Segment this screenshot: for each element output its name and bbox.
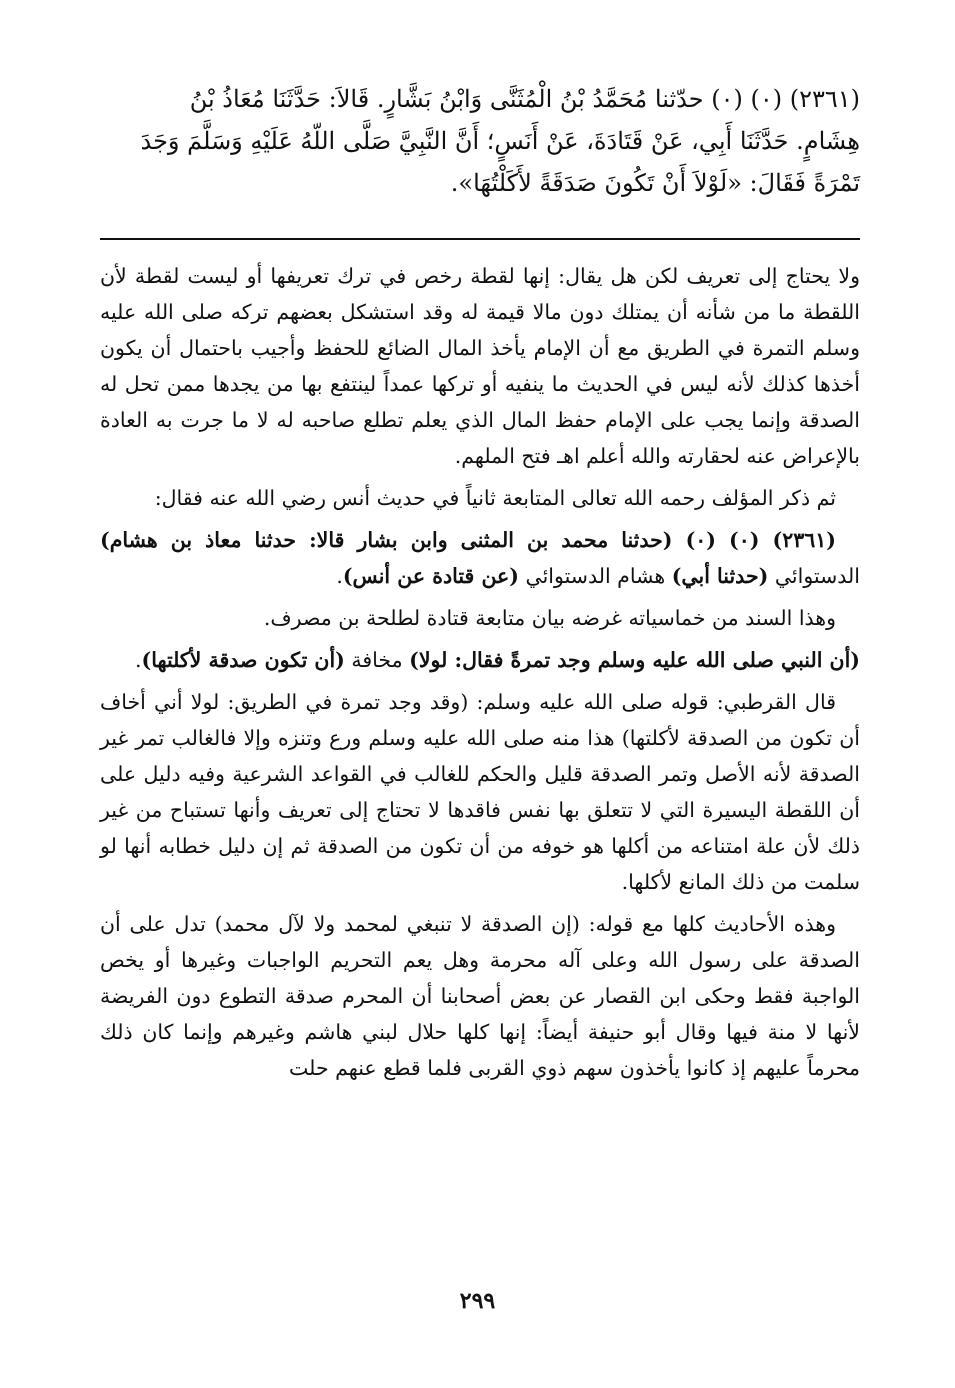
commentary-text: . — [336, 564, 343, 588]
hadith-line: (٢٣٦١) (٠) (٠) حدّثنا مُحَمَّدُ بْنُ الْمُثَنَّى وَابْنُ بَشَّارٍ. قَالاَ: حَدَّثَنَا مُعَاذُ بْنُ — [189, 85, 860, 113]
commentary-paragraph: ولا يحتاج إلى تعريف لكن هل يقال: إنها لقطة رخص في ترك تعريفها أو ليست لقطة لأن اللقطة ما من شأنه أن يمتلك دون مالا قيمة له وقد استشكل بعضهم تركه صلى الله عليه وسلم التمرة في الطريق مع أن الإمام يأخذ المال الضائع للحفظ وأجيب باحتمال أن يكون أخذها كذلك لأنه ليس في الحديث ما ينفيه أو تركها عمداً لينتفع بها من يجدها ممن تحل له الصدقة وإنما يجب على الإمام حفظ المال الذي يعلم تطلع صاحبه له لا ما جرت به العادة بالإعراض عنه لحقارته والله أعلم اهـ فتح الملهم. — [100, 264, 860, 468]
matn-quote: (عن قتادة عن أنس) — [342, 564, 519, 588]
matn-quote: (أن النبي صلى الله عليه وسلم وجد تمرةً فقال: لولا) — [409, 648, 860, 672]
matn-quote: (حدثنا أبي) — [671, 564, 769, 588]
commentary-paragraph: ثم ذكر المؤلف رحمه الله تعالى المتابعة ثانياً في حديث أنس رضي الله عنه فقال: — [154, 486, 836, 510]
commentary-text: هشام الدستوائي — [518, 564, 672, 588]
matn-quote: (أن تكون صدقة لأكلتها) — [141, 648, 345, 672]
commentary-text: الدستوائي — [768, 564, 860, 588]
page-content — [100, 78, 860, 1092]
separator-rule — [100, 238, 860, 240]
commentary-paragraph — [100, 642, 860, 678]
hadith-line: تَمْرَةً فَقَالَ: «لَوْلاَ أَنْ تَكُونَ صَدَقَةً لأَكَلْتُهَا». — [450, 169, 860, 197]
commentary-text: مخافة — [344, 648, 410, 672]
hadith-line: هِشَامٍ. حَدَّثَنَا أَبِي، عَنْ قَتَادَةَ، عَنْ أَنَسٍ؛ أَنَّ النَّبِيَّ صَلَّى اللّهُ عَلَيْهِ وَسَلَّمَ وَجَدَ — [140, 127, 860, 155]
hadith-text — [100, 78, 860, 204]
commentary-paragraph: وهذا السند من خماسياته غرضه بيان متابعة قتادة لطلحة بن مصرف. — [263, 606, 836, 630]
matn-quote: (٢٣٦١) (٠) (٠) (حدثنا محمد بن المثنى وابن بشار قالا: حدثنا معاذ بن هشام) — [100, 528, 836, 552]
page-number: ٢٩٩ — [459, 1288, 496, 1314]
commentary-paragraph: وهذه الأحاديث كلها مع قوله: (إن الصدقة لا تنبغي لمحمد ولا لآل محمد) تدل على أن الصدقة على رسول الله وعلى آله محرمة وهل يعم التحريم الواجبات وغيرها أو يخص الواجبة فقط وحكى ابن القصار عن بعض أصحابنا أن المحرم صدقة التطوع دون الفريضة لأنها لا منة فيها وقال أبو حنيفة أيضاً: إنها كلها حلال لبني هاشم وغيرهم وإنما كان ذلك محرماً عليهم إذ كانوا يأخذون سهم ذوي القربى فلما قطع عنهم حلت — [100, 912, 860, 1080]
commentary-paragraph: قال القرطبي: قوله صلى الله عليه وسلم: (وقد وجد تمرة في الطريق: لولا أني أخاف أن تكون من الصدقة لأكلتها) هذا منه صلى الله عليه وسلم ورع وتنزه وإلا فالغالب تمر غير الصدقة لأنه الأصل وتمر الصدقة قليل والحكم للغالب في القواعد الشرعية وفيه دليل على أن اللقطة اليسيرة التي لا تتعلق بها نفس فاقدها لا تحتاج إلى تعريف وأنها تستباح من غير ذلك لأن علة امتناعه من أكلها هو خوفه من أن تكون من الصدقة ثم إن دليل خطابه أنها لو سلمت من ذلك المانع لأكلها. — [100, 690, 860, 894]
commentary-paragraph — [100, 522, 860, 594]
commentary-text: . — [135, 648, 142, 672]
